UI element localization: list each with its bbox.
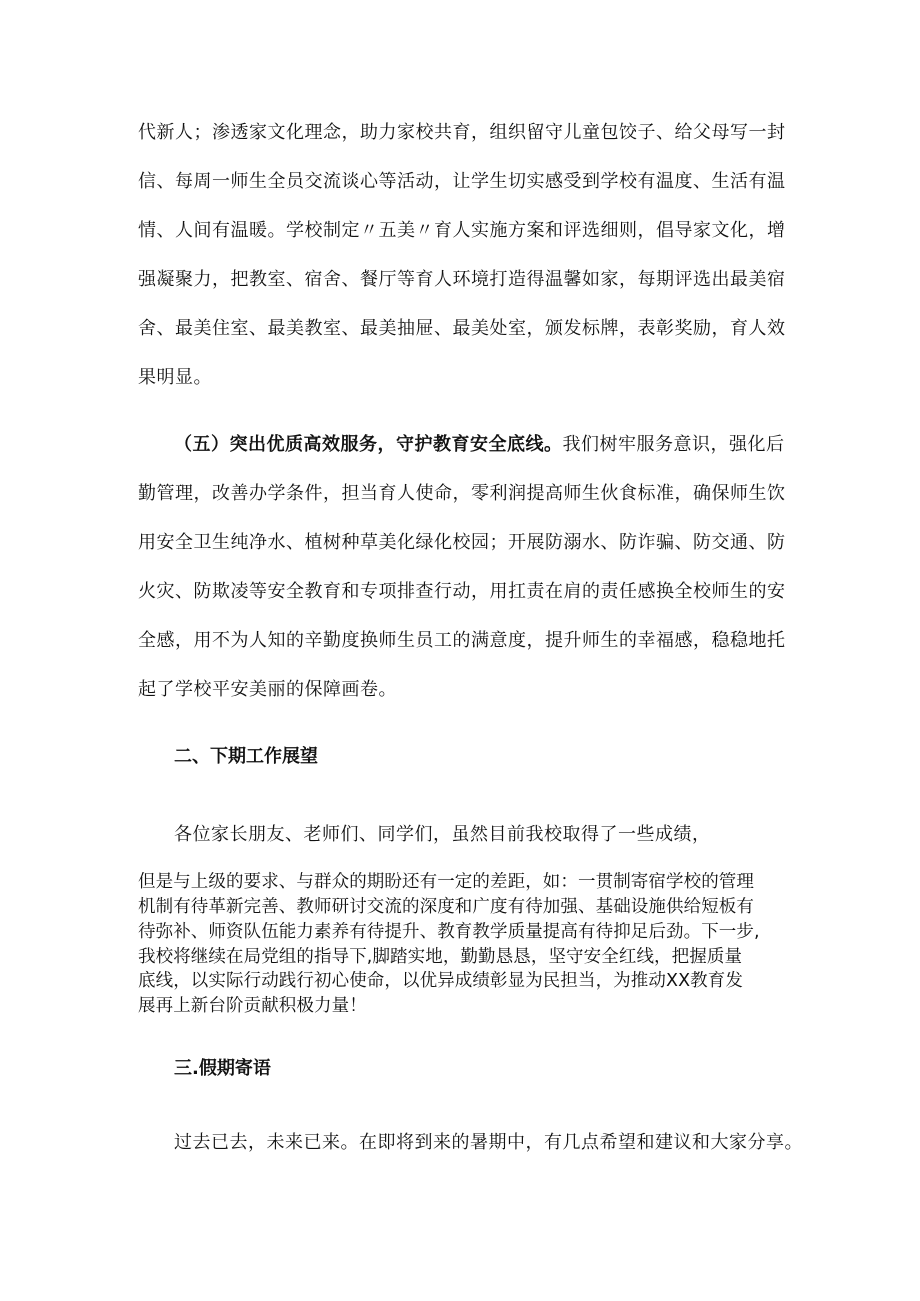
text-line: 果明显。 <box>138 367 212 388</box>
text-line <box>174 433 785 457</box>
text-line: 信、每周一师生全员交流谈心等活动，让学生切实感受到学校有温度、生活有温 <box>138 171 786 192</box>
text-line: 我校将继续在局党组的指导下,脚踏实地，勤勤恳恳，坚守安全红线，把握质量 <box>138 947 743 967</box>
text-line: 用安全卫生纯净水、植树种草美化绿化校园；开展防溺水、防诈骗、防交通、防 <box>138 532 786 553</box>
text-line: 舍、最美住室、最美教室、最美抽屉、最美处室，颁发标牌，表彰奖励，育人效 <box>138 318 786 339</box>
section-three-heading: 三.假期寄语 <box>174 1058 271 1079</box>
text-line: 但是与上级的要求、与群众的期盼还有一定的差距，如：一贯制寄宿学校的管理 <box>138 872 754 892</box>
text-line: 强凝聚力，把教室、宿舍、餐厅等育人环境打造得温馨如家，每期评选出最美宿 <box>138 269 786 290</box>
text-line: 底线，以实际行动践行初心使命，以优异成绩彰显为民担当，为推动XX教育发 <box>138 971 743 991</box>
section-two-intro: 各位家长朋友、老师们、同学们，虽然目前我校取得了一些成绩， <box>174 824 711 845</box>
section-five-lead: （五）突出优质高效服务，守护教育安全底线。 <box>174 434 563 455</box>
text-line: 机制有待革新完善、教师研讨交流的深度和广度有待加强、基础设施供给短板有 <box>138 897 754 917</box>
text-line: 待弥补、师资队伍能力素养有待提升、教育教学质量提高有待抑足后劲。下一步, <box>138 922 760 942</box>
section-five-lead-rest: 我们树牢服务意识，强化后 <box>562 434 785 455</box>
text-line: 全感，用不为人知的辛勤度换师生员工的满意度，提升师生的幸福感，稳稳地托 <box>138 630 786 651</box>
text-line: 展再上新台阶贡献积极力量！ <box>138 996 367 1016</box>
text-line: 勤管理，改善办学条件，担当育人使命，零利润提高师生伙食标准，确保师生饮 <box>138 483 786 504</box>
section-two-heading: 二、下期工作展望 <box>174 746 318 767</box>
section-three-intro: 过去已去，未来已来。在即将到来的暑期中，有几点希望和建议和大家分享。 <box>174 1132 803 1153</box>
text-line: 情、人间有温暖。学校制定〃五美〃育人实施方案和评选细则，倡导家文化，增 <box>138 220 786 241</box>
text-line: 代新人；渗透家文化理念，助力家校共育，组织留守儿童包饺子、给父母写一封 <box>138 122 786 143</box>
text-line: 火灾、防欺凌等安全教育和专项排查行动，用扛责在肩的责任感换全校师生的安 <box>138 581 786 602</box>
text-line: 起了学校平安美丽的保障画卷。 <box>138 679 397 700</box>
